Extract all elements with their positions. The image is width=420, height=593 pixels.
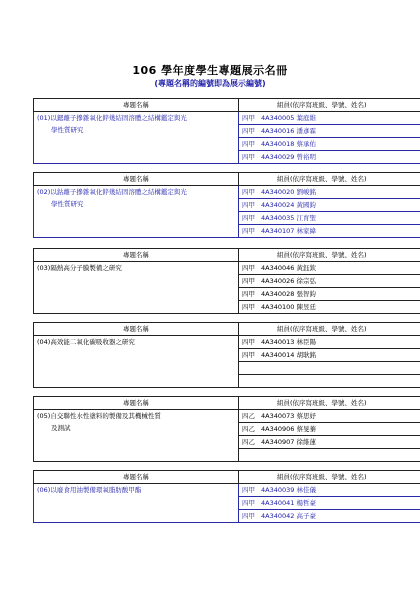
member-student-id: 4A340100 (261, 303, 297, 311)
members-header: 組員(依序寫班級、學號、姓名) (239, 323, 420, 336)
project-topic-line: (03)隔熱高分子膜製備之研究 (37, 264, 122, 272)
topic-header: 專題名稱 (34, 249, 239, 262)
member-student-id: 4A340039 (261, 486, 297, 494)
table-row (34, 336, 420, 349)
member-student-id: 4A340014 (261, 351, 297, 359)
project-topic (34, 112, 239, 164)
member-student-id: 4A340018 (261, 140, 297, 148)
member-entry (239, 301, 420, 314)
member-entry (239, 288, 420, 301)
member-student-id: 4A340906 (261, 425, 297, 433)
project-topic-line: 學性質研究 (51, 200, 84, 208)
member-name: 徐宗弘 (296, 277, 316, 285)
table-row (34, 262, 420, 275)
document-subtitle: (專題名稱的編號即為展示編號) (154, 79, 266, 88)
member-student-id: 4A340029 (261, 153, 297, 161)
member-entry (239, 375, 420, 388)
project-table (33, 322, 420, 388)
member-student-id: 4A340907 (261, 438, 297, 446)
member-name: 楊哲豪 (296, 499, 316, 507)
member-name: 江育聖 (296, 214, 316, 222)
member-entry (239, 186, 420, 199)
members-header: 組員(依序寫班級、學號、姓名) (239, 471, 420, 484)
table-header-row (34, 323, 420, 336)
member-student-id: 4A340035 (261, 214, 297, 222)
member-entry (239, 262, 420, 275)
topic-header: 專題名稱 (34, 397, 239, 410)
member-entry (239, 449, 420, 462)
project-topic-line: 及測試 (51, 424, 71, 432)
member-class: 四甲 (242, 277, 255, 285)
member-student-id: 4A340020 (261, 188, 297, 196)
project-topic (34, 410, 239, 462)
member-class: 四乙 (242, 412, 255, 420)
topic-header: 專題名稱 (34, 173, 239, 186)
member-name: 林家緯 (296, 227, 316, 235)
member-entry (239, 275, 420, 288)
member-name: 徐維蓮 (296, 438, 316, 446)
member-student-id: 4A340016 (261, 127, 297, 135)
project-topic (34, 186, 239, 238)
member-student-id: 4A340042 (261, 512, 297, 520)
member-student-id: 4A340024 (261, 201, 297, 209)
member-entry (239, 436, 420, 449)
member-name: 胡耿銘 (296, 351, 316, 359)
member-name: 曾裕明 (296, 153, 316, 161)
project-topic (34, 262, 239, 314)
topic-header: 專題名稱 (34, 471, 239, 484)
member-entry (239, 199, 420, 212)
member-student-id: 4A340107 (261, 227, 297, 235)
member-student-id: 4A340026 (261, 277, 297, 285)
member-name: 黃國鈞 (296, 201, 316, 209)
member-name: 蔡旻蓁 (296, 425, 316, 433)
project-topic (34, 484, 239, 523)
table-header-row (34, 397, 420, 410)
member-entry (239, 212, 420, 225)
member-student-id: 4A340046 (261, 264, 297, 272)
member-entry (239, 423, 420, 436)
member-class: 四甲 (242, 227, 255, 235)
member-name: 劉峻銘 (296, 188, 316, 196)
project-topic-line: (01)以鍶離子摻雜氧化鋅幾結固溶體之結構鑑定與光 (37, 114, 187, 122)
member-name: 葉庭維 (296, 114, 316, 122)
member-entry (239, 362, 420, 375)
member-name: 高子豪 (296, 512, 316, 520)
table-row (34, 112, 420, 125)
member-class: 四甲 (242, 201, 255, 209)
project-topic-line: (04)高效能二氧化碳吸收器之研究 (37, 338, 135, 346)
member-entry (239, 225, 420, 238)
topic-header: 專題名稱 (34, 323, 239, 336)
member-class: 四乙 (242, 438, 255, 446)
member-class: 四甲 (242, 127, 255, 135)
member-name: 潘彥霖 (296, 127, 316, 135)
member-class: 四甲 (242, 486, 255, 494)
table-header-row (34, 249, 420, 262)
member-name: 陳昱廷 (296, 303, 316, 311)
member-student-id: 4A340028 (261, 290, 297, 298)
member-class: 四甲 (242, 188, 255, 196)
member-entry (239, 484, 420, 497)
member-name: 林佳儀 (296, 486, 316, 494)
member-entry (239, 138, 420, 151)
project-topic-line: (02)以鈷離子摻雜氧化鋅幾結固溶體之結構鑑定與光 (37, 188, 187, 196)
table-header-row (34, 471, 420, 484)
member-class: 四甲 (242, 214, 255, 222)
member-class: 四甲 (242, 351, 255, 359)
member-name: 林臣陽 (296, 338, 316, 346)
project-topic-line: 學性質研究 (51, 126, 84, 134)
member-class: 四甲 (242, 140, 255, 148)
members-header: 組員(依序寫班級、學號、姓名) (239, 99, 420, 112)
member-class: 四甲 (242, 114, 255, 122)
project-table (33, 396, 420, 462)
table-row (34, 186, 420, 199)
member-entry (239, 125, 420, 138)
document-title: 106 學年度學生專題展示名冊 (132, 64, 288, 77)
member-class: 四甲 (242, 303, 255, 311)
members-header: 組員(依序寫班級、學號、姓名) (239, 173, 420, 186)
project-table (33, 248, 420, 314)
table-header-row (34, 173, 420, 186)
project-table (33, 98, 420, 164)
members-header: 組員(依序寫班級、學號、姓名) (239, 397, 420, 410)
member-entry (239, 336, 420, 349)
topic-header: 專題名稱 (34, 99, 239, 112)
table-row (34, 484, 420, 497)
member-name: 張智鈞 (296, 290, 316, 298)
member-entry (239, 151, 420, 164)
member-class: 四乙 (242, 425, 255, 433)
member-class: 四甲 (242, 499, 255, 507)
member-name: 黃鈺欽 (296, 264, 316, 272)
members-header: 組員(依序寫班級、學號、姓名) (239, 249, 420, 262)
member-class: 四甲 (242, 290, 255, 298)
table-row (34, 410, 420, 423)
member-student-id: 4A340005 (261, 114, 297, 122)
member-name: 蔡思妤 (296, 412, 316, 420)
member-entry (239, 497, 420, 510)
member-student-id: 4A340041 (261, 499, 297, 507)
member-class: 四甲 (242, 153, 255, 161)
member-class: 四甲 (242, 338, 255, 346)
member-student-id: 4A340013 (261, 338, 297, 346)
project-table (33, 470, 420, 523)
member-entry (239, 112, 420, 125)
member-class: 四甲 (242, 512, 255, 520)
project-topic-line: (06)以廢食用油製備環氧脂肪酸甲酯 (37, 486, 142, 494)
member-student-id: 4A340073 (261, 412, 297, 420)
member-name: 蔡承佑 (296, 140, 316, 148)
member-entry (239, 410, 420, 423)
member-entry (239, 349, 420, 362)
table-header-row (34, 99, 420, 112)
member-entry (239, 510, 420, 523)
project-topic (34, 336, 239, 388)
member-class: 四甲 (242, 264, 255, 272)
project-table (33, 172, 420, 238)
project-topic-line: (05)自交聯性水性塗料的製備及其機械性質 (37, 412, 161, 420)
